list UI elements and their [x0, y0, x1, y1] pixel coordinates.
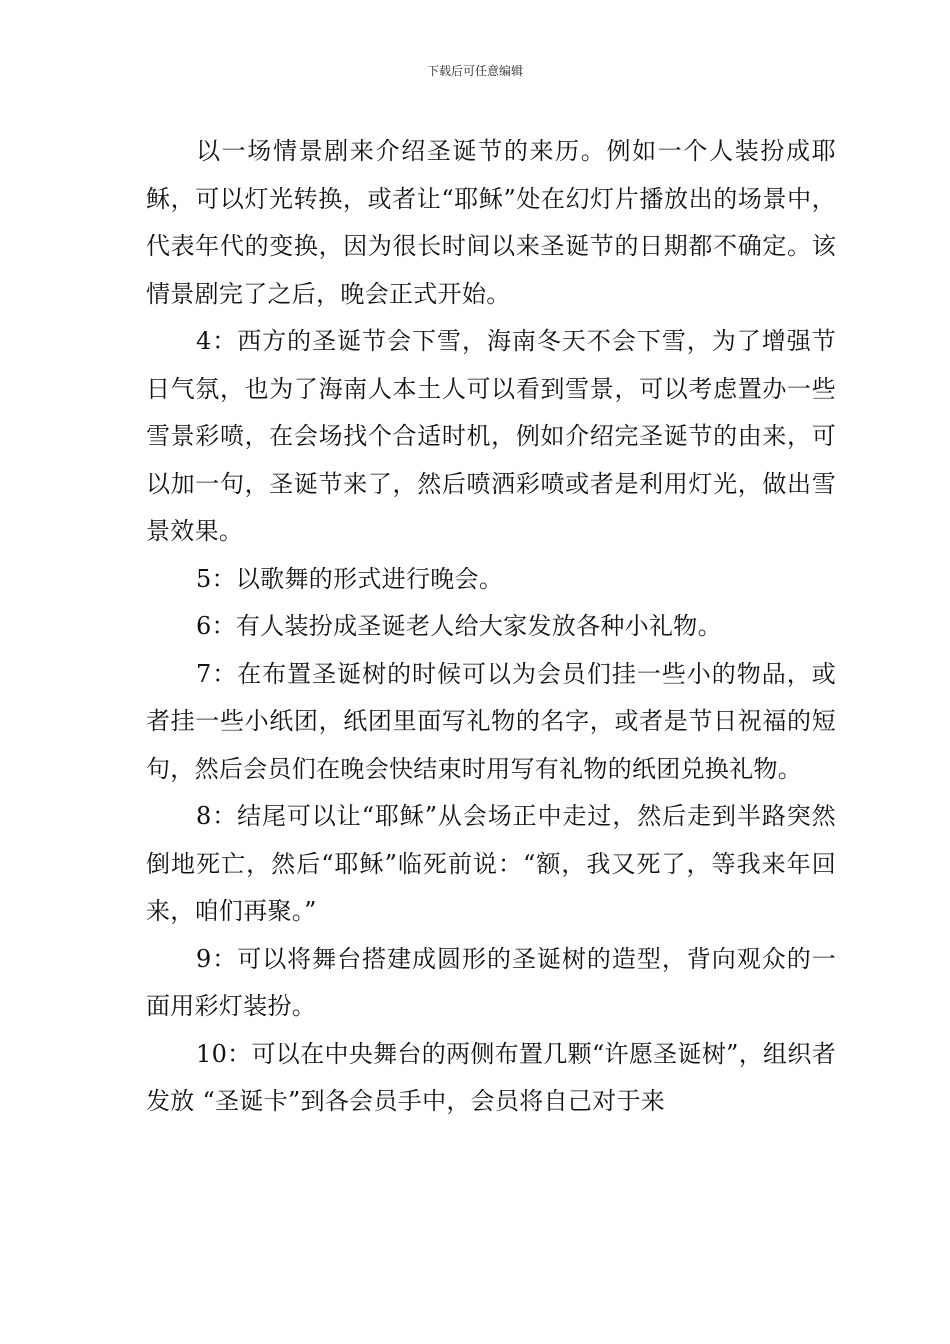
paragraph-item-5: 5：以歌舞的形式进行晚会。: [196, 564, 504, 593]
page-header-note: 下载后可任意编辑: [426, 64, 523, 78]
paragraph-item-7: 7：在布置圣诞树的时候可以为会员们挂一些小的物品，或者挂一些小纸团，纸团里面写礼物的名字，或者是节日祝福的短句，然后会员们在晚会快结束时用写有礼物的纸团兑换礼物。: [146, 659, 836, 783]
paragraph-intro: 以一场情景剧来介绍圣诞节的来历。例如一个人装扮成耶稣，可以灯光转换，或者让“耶稣”处在幻灯片播放出的场景中，代表年代的变换，因为很长时间以来圣诞节的日期都不确定。该情景剧完了之后，晚会正式开始。: [146, 137, 836, 308]
paragraph-item-4: 4：西方的圣诞节会下雪，海南冬天不会下雪，为了增强节日气氛，也为了海南人本土人可以看到雪景，可以考虑置办一些雪景彩喷，在会场找个合适时机，例如介绍完圣诞节的由来，可以加一句，圣诞节来了，然后喷洒彩喷或者是利用灯光，做出雪景效果。: [146, 327, 836, 545]
paragraph-item-6: 6：有人装扮成圣诞老人给大家发放各种小礼物。: [196, 612, 722, 640]
document-body: [146, 128, 836, 1126]
paragraph-item-10: 10：可以在中央舞台的两侧布置几颗“许愿圣诞树”，组织者发放 “圣诞卡”到各会员手中，会员将自己对于来: [146, 1039, 836, 1115]
paragraph-item-9: 9：可以将舞台搭建成圆形的圣诞树的造型，背向观众的一面用彩灯装扮。: [146, 944, 836, 1020]
paragraph-item-8: 8：结尾可以让“耶稣”从会场正中走过，然后走到半路突然倒地死亡，然后“耶稣”临死前说：“额，我又死了，等我来年回来，咱们再聚。”: [146, 802, 836, 925]
